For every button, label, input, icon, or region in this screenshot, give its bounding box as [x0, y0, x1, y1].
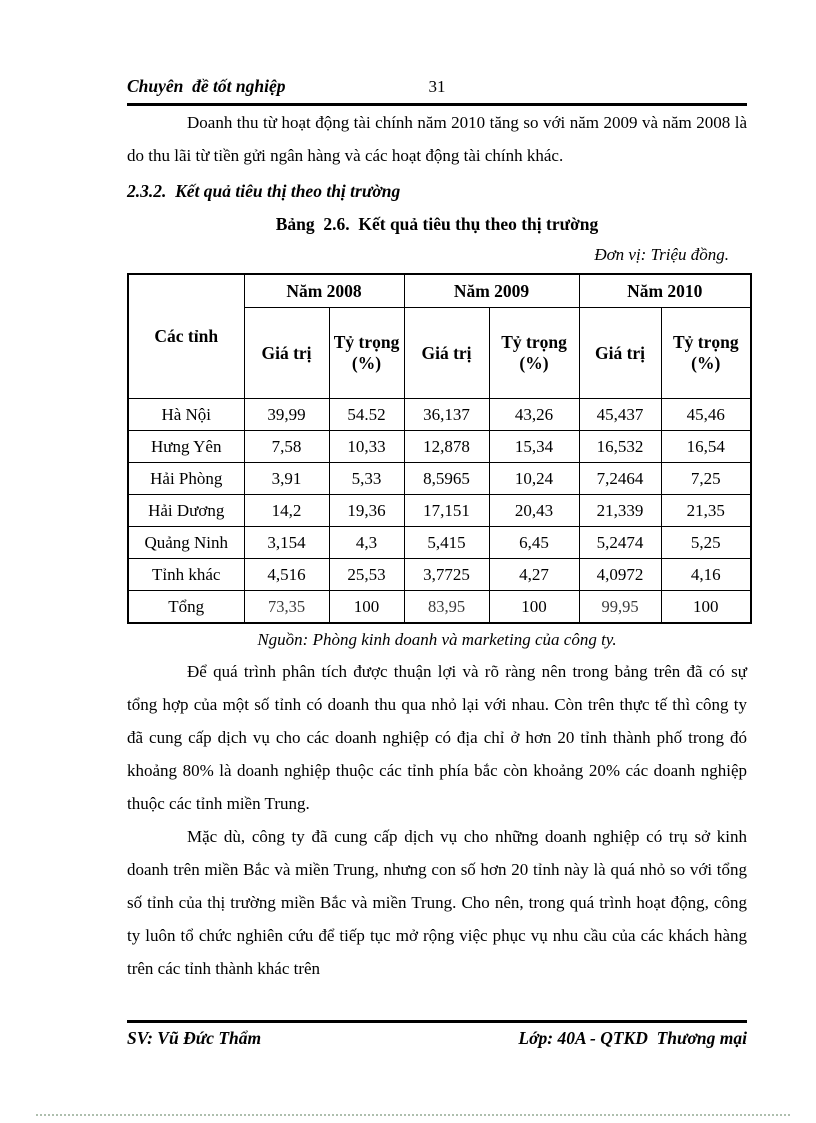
province-cell: Hải Phòng [128, 463, 244, 495]
table-cell: 20,43 [489, 495, 579, 527]
value-header-2010: Giá trị [579, 308, 661, 399]
share-header-2008 [329, 308, 404, 399]
table-cell: 45,46 [661, 399, 751, 431]
province-cell: Tổng [128, 591, 244, 624]
table-cell: 3,154 [244, 527, 329, 559]
table-cell: 73,35 [244, 591, 329, 624]
year-2008-header: Năm 2008 [244, 274, 404, 308]
table-cell: 4,27 [489, 559, 579, 591]
province-cell: Hải Dương [128, 495, 244, 527]
table-cell: 8,5965 [404, 463, 489, 495]
table-cell: 17,151 [404, 495, 489, 527]
table-cell: 4,0972 [579, 559, 661, 591]
unit-note: Đơn vị: Triệu đồng. [594, 245, 729, 264]
paragraph-3: Mặc dù, công ty đã cung cấp dịch vụ cho những doanh nghiệp có trụ sở kinh doanh trên miền Bắc và miền Trung, nhưng con số hơn 20 tỉnh này là quá nhỏ so với tổng số tỉnh của thị trường miền Bắc và miền Trung. Cho nên, trong quá trình hoạt động, công ty luôn tổ chức nghiên cứu để tiếp tục mở rộng việc phục vụ nhu cầu của các khách hàng trên các tỉnh thành khác trên [127, 827, 747, 978]
table-cell: 16,532 [579, 431, 661, 463]
province-cell: Tỉnh khác [128, 559, 244, 591]
table-cell: 100 [489, 591, 579, 624]
table-row-tinh-khac [128, 559, 751, 591]
share-header-2009 [489, 308, 579, 399]
value-header-2009: Giá trị [404, 308, 489, 399]
table-cell: 4,3 [329, 527, 404, 559]
table-cell: 19,36 [329, 495, 404, 527]
paragraph-2: Để quá trình phân tích được thuận lợi và rõ ràng nên trong bảng trên đã có sự tổng hợp của một số tỉnh có doanh thu qua nhỏ lại với nhau. Còn trên thực tế thì công ty đã cung cấp dịch vụ cho các doanh nghiệp có địa chỉ ở hơn 20 tỉnh thành phố trong đó khoảng 80% là doanh nghiệp thuộc các tỉnh phía bắc còn khoảng 20% các doanh nghiệp thuộc các tỉnh miền Trung. [127, 662, 747, 813]
share-label: Tỷ trọng [333, 332, 400, 352]
table-cell: 99,95 [579, 591, 661, 624]
paragraph-1: Doanh thu từ hoạt động tài chính năm 2010 tăng so với năm 2009 và năm 2008 là do thu lãi từ tiền gửi ngân hàng và các hoạt động tài chính khác. [127, 113, 747, 165]
table-cell: 3,91 [244, 463, 329, 495]
page-number: 31 [428, 77, 446, 96]
table-cell: 12,878 [404, 431, 489, 463]
results-table [127, 273, 752, 624]
footer-student: SV: Vũ Đức Thẩm [127, 1028, 262, 1048]
page-footer [127, 1020, 747, 1049]
table-row-hai-duong [128, 495, 751, 527]
table-cell: 5,25 [661, 527, 751, 559]
table-head [128, 274, 751, 399]
page-content [127, 76, 747, 985]
share-label: Tỷ trọng [501, 332, 567, 352]
table-cell: 36,137 [404, 399, 489, 431]
table-cell: 43,26 [489, 399, 579, 431]
table-cell: 10,24 [489, 463, 579, 495]
table-row-tong [128, 591, 751, 624]
table-cell: 4,16 [661, 559, 751, 591]
table-body [128, 399, 751, 624]
province-cell: Hà Nội [128, 399, 244, 431]
value-header-2008: Giá trị [244, 308, 329, 399]
table-row-hung-yen [128, 431, 751, 463]
table-cell: 5,33 [329, 463, 404, 495]
table-row-ha-noi [128, 399, 751, 431]
table-cell: 54.52 [329, 399, 404, 431]
share-unit-label: (%) [351, 353, 382, 373]
table-cell: 39,99 [244, 399, 329, 431]
table-cell: 4,516 [244, 559, 329, 591]
year-2009-header: Năm 2009 [404, 274, 579, 308]
table-year-header-row [128, 274, 751, 308]
table-cell: 6,45 [489, 527, 579, 559]
table-cell: 83,95 [404, 591, 489, 624]
section-heading: 2.3.2. Kết quả tiêu thị theo thị trường [127, 181, 401, 201]
table-row-quang-ninh [128, 527, 751, 559]
corner-header-cell: Các tỉnh [128, 274, 244, 399]
table-cell: 5,415 [404, 527, 489, 559]
bottom-dotted-line [36, 1114, 790, 1116]
page-header [127, 76, 747, 106]
table-cell: 5,2474 [579, 527, 661, 559]
share-unit-label: (%) [691, 353, 721, 373]
table-cell: 7,2464 [579, 463, 661, 495]
table-cell: 21,339 [579, 495, 661, 527]
header-title: Chuyên đề tốt nghiệp [127, 76, 286, 96]
table-cell: 100 [661, 591, 751, 624]
source-note: Nguồn: Phòng kinh doanh và marketing của công ty. [257, 630, 617, 649]
share-header-2010 [661, 308, 751, 399]
footer-class: Lớp: 40A - QTKD Thương mại [518, 1028, 747, 1048]
year-2010-header: Năm 2010 [579, 274, 751, 308]
table-cell: 15,34 [489, 431, 579, 463]
table-cell: 100 [329, 591, 404, 624]
table-cell: 14,2 [244, 495, 329, 527]
table-cell: 45,437 [579, 399, 661, 431]
table-cell: 7,58 [244, 431, 329, 463]
share-unit-label: (%) [519, 353, 549, 373]
table-caption: Bảng 2.6. Kết quả tiêu thụ theo thị trường [275, 214, 599, 234]
province-cell: Quảng Ninh [128, 527, 244, 559]
table-cell: 16,54 [661, 431, 751, 463]
table-cell: 7,25 [661, 463, 751, 495]
table-cell: 25,53 [329, 559, 404, 591]
table-row-hai-phong [128, 463, 751, 495]
table-cell: 3,7725 [404, 559, 489, 591]
share-label: Tỷ trọng [672, 332, 739, 352]
table-cell: 21,35 [661, 495, 751, 527]
table-cell: 10,33 [329, 431, 404, 463]
province-cell: Hưng Yên [128, 431, 244, 463]
